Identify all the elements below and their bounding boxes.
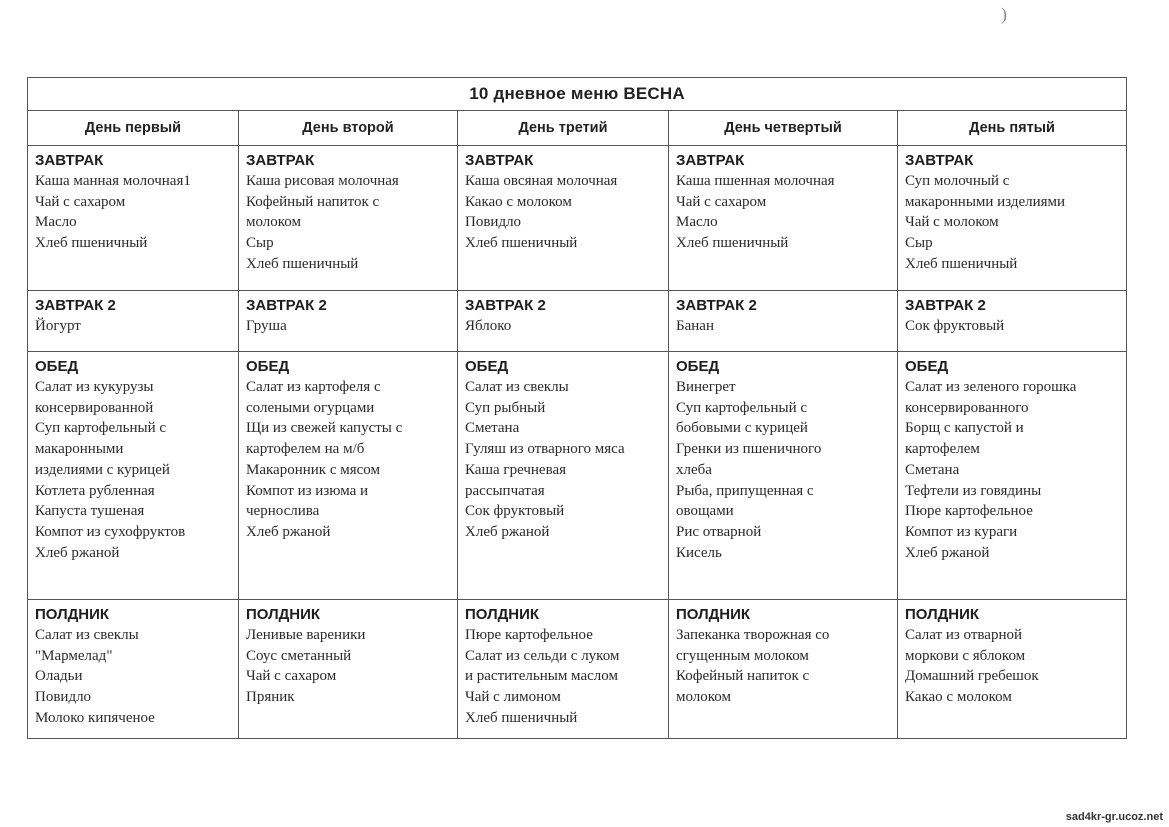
dish-item: Кофейный напиток с: [246, 193, 380, 210]
dish-item: Салат из свеклы: [465, 379, 569, 395]
dish-item: Салат из кукурузы: [35, 379, 154, 395]
dish-item: Щи из свежей капусты с: [246, 420, 403, 437]
dish-item: консервированного: [905, 399, 1029, 416]
meal-name: ЗАВТРАК: [465, 152, 534, 169]
meal-cell: [28, 600, 239, 739]
dish-item: Борщ с капустой и: [905, 420, 1024, 437]
dish-item: Чай с сахаром: [676, 193, 767, 210]
dish-item: Йогурт: [35, 318, 81, 334]
dish-item: Винегрет: [676, 379, 736, 395]
dish-item: хлеба: [676, 461, 712, 478]
dish-item: Пюре картофельное: [465, 627, 593, 643]
dish-item: Салат из зеленого горошка: [905, 379, 1077, 395]
dish-item: Рис отварной: [676, 523, 762, 540]
dish-item: Запеканка творожная со: [676, 627, 830, 643]
dish-item: солеными огурцами: [246, 399, 375, 416]
menu-table: [27, 77, 1127, 739]
dish-item: Оладьи: [35, 668, 83, 685]
dish-item: Компот из изюма и: [246, 482, 369, 499]
dish-item: Сыр: [905, 235, 933, 252]
meal-cell: [669, 146, 898, 291]
meal-name: ЗАВТРАК 2: [35, 297, 116, 314]
dish-item: картофелем: [905, 441, 980, 458]
lunch-row: [28, 352, 1127, 600]
day-header-row: [28, 111, 1127, 146]
dish-item: Кисель: [676, 544, 722, 561]
dish-item: моркови с яблоком: [905, 647, 1026, 664]
dish-item: Хлеб ржаной: [35, 544, 120, 561]
dish-item: Каша пшенная молочная: [676, 173, 835, 189]
day-header: День второй: [239, 111, 458, 146]
dish-item: Хлеб пшеничный: [676, 235, 789, 252]
dish-item: Хлеб ржаной: [905, 544, 990, 561]
dish-item: Салат из свеклы: [35, 627, 139, 643]
dish-item: консервированной: [35, 399, 154, 416]
meal-name: ОБЕД: [465, 358, 509, 375]
breakfast2-row: [28, 291, 1127, 352]
dish-item: Повидло: [465, 214, 522, 231]
dish-item: бобовыми с курицей: [676, 420, 808, 437]
meal-cell: [898, 600, 1127, 739]
dish-item: Соус сметанный: [246, 647, 352, 664]
day-header: День четвертый: [669, 111, 898, 146]
meal-name: ОБЕД: [35, 358, 79, 375]
dish-item: Чай с молоком: [905, 214, 999, 231]
dish-item: Суп рыбный: [465, 399, 546, 416]
dish-item: Сыр: [246, 235, 274, 252]
dish-item: Салат из отварной: [905, 627, 1023, 643]
dish-item: Груша: [246, 318, 287, 334]
dish-item: Масло: [35, 214, 77, 231]
meal-name: ЗАВТРАК 2: [676, 297, 757, 314]
dish-item: Повидло: [35, 689, 92, 706]
dish-item: Банан: [676, 318, 714, 334]
meal-name: ЗАВТРАК 2: [905, 297, 986, 314]
dish-item: Котлета рубленная: [35, 482, 155, 499]
dish-item: Салат из картофеля с: [246, 379, 381, 395]
dish-item: Пряник: [246, 689, 295, 706]
meal-cell: [239, 600, 458, 739]
meal-name: ОБЕД: [905, 358, 949, 375]
dish-item: Сок фруктовый: [465, 503, 565, 520]
dish-item: Суп молочный с: [905, 173, 1010, 189]
meal-cell: [28, 146, 239, 291]
dish-item: Чай с сахаром: [35, 193, 126, 210]
meal-cell: [458, 600, 669, 739]
menu-title: 10 дневное меню ВЕСНА: [28, 78, 1127, 111]
dish-item: чернослива: [246, 503, 320, 520]
meal-name: ОБЕД: [676, 358, 720, 375]
snack-row: [28, 600, 1127, 739]
dish-item: Хлеб пшеничный: [246, 255, 359, 272]
meal-name: ОБЕД: [246, 358, 290, 375]
meal-cell: [28, 352, 239, 600]
meal-name: ЗАВТРАК 2: [465, 297, 546, 314]
dish-item: Масло: [676, 214, 718, 231]
dish-item: макаронными изделиями: [905, 193, 1066, 210]
day-header: День пятый: [898, 111, 1127, 146]
dish-item: Сметана: [905, 461, 960, 478]
dish-item: Суп картофельный с: [676, 399, 808, 416]
dish-item: макаронными: [35, 441, 124, 458]
dish-item: Каша овсяная молочная: [465, 173, 618, 189]
dish-item: Компот из сухофруктов: [35, 523, 186, 540]
meal-name: ЗАВТРАК: [246, 152, 315, 169]
meal-name: ПОЛДНИК: [246, 606, 321, 623]
meal-cell: [239, 146, 458, 291]
meal-name: ПОЛДНИК: [676, 606, 751, 623]
meal-cell: [458, 352, 669, 600]
corner-mark: ): [1001, 4, 1007, 24]
dish-item: Каша манная молочная1: [35, 173, 191, 189]
meal-name: ПОЛДНИК: [35, 606, 110, 623]
dish-item: Капуста тушеная: [35, 503, 145, 520]
dish-item: Ленивые вареники: [246, 627, 366, 643]
dish-item: Гуляш из отварного мяса: [465, 441, 625, 458]
dish-item: овощами: [676, 503, 734, 520]
dish-item: Гренки из пшеничного: [676, 441, 822, 458]
dish-item: Какао с молоком: [465, 193, 572, 210]
dish-item: Хлеб пшеничный: [465, 235, 578, 252]
dish-item: Хлеб ржаной: [465, 523, 550, 540]
day-header: День третий: [458, 111, 669, 146]
dish-item: Суп картофельный с: [35, 420, 167, 437]
dish-item: и растительным маслом: [465, 668, 618, 685]
dish-item: Хлеб ржаной: [246, 523, 331, 540]
meal-cell: [669, 600, 898, 739]
dish-item: Чай с лимоном: [465, 689, 561, 706]
dish-item: Салат из сельди с луком: [465, 647, 620, 664]
dish-item: Сок фруктовый: [905, 318, 1005, 334]
dish-item: Пюре картофельное: [905, 503, 1033, 520]
dish-item: Каша рисовая молочная: [246, 173, 399, 189]
dish-item: Каша гречневая: [465, 461, 567, 478]
dish-item: Домашний гребешок: [905, 668, 1039, 685]
dish-item: Яблоко: [465, 318, 512, 334]
meal-name: ЗАВТРАК: [676, 152, 745, 169]
meal-cell: [898, 352, 1127, 600]
dish-item: изделиями с курицей: [35, 461, 170, 478]
dish-item: Какао с молоком: [905, 689, 1012, 706]
dish-item: Хлеб пшеничный: [465, 709, 578, 726]
meal-name: ПОЛДНИК: [905, 606, 980, 623]
meal-cell: [669, 291, 898, 352]
breakfast-row: [28, 146, 1127, 291]
dish-item: "Мармелад": [35, 647, 113, 664]
dish-item: картофелем на м/б: [246, 441, 365, 458]
dish-item: Тефтели из говядины: [905, 482, 1042, 499]
meal-cell: [458, 146, 669, 291]
dish-item: рассыпчатая: [465, 482, 545, 499]
meal-cell: [898, 146, 1127, 291]
meal-name: ЗАВТРАК: [905, 152, 974, 169]
meal-name: ЗАВТРАК 2: [246, 297, 327, 314]
dish-item: Кофейный напиток с: [676, 668, 810, 685]
dish-item: Рыба, припущенная с: [676, 482, 814, 499]
meal-cell: [669, 352, 898, 600]
dish-item: Компот из кураги: [905, 523, 1018, 540]
day-header: День первый: [28, 111, 239, 146]
meal-cell: [239, 352, 458, 600]
meal-cell: [28, 291, 239, 352]
dish-item: Хлеб пшеничный: [35, 235, 148, 252]
dish-item: сгущенным молоком: [676, 647, 809, 664]
meal-name: ПОЛДНИК: [465, 606, 540, 623]
meal-cell: [898, 291, 1127, 352]
meal-name: ЗАВТРАК: [35, 152, 104, 169]
dish-item: Макаронник с мясом: [246, 461, 380, 478]
meal-cell: [239, 291, 458, 352]
dish-item: молоком: [246, 214, 302, 231]
dish-item: молоком: [676, 689, 732, 706]
dish-item: Сметана: [465, 420, 520, 437]
dish-item: Чай с сахаром: [246, 668, 337, 685]
dish-item: Молоко кипяченое: [35, 709, 155, 726]
site-watermark: sad4kr-gr.ucoz.net: [1065, 811, 1163, 823]
dish-item: Хлеб пшеничный: [905, 255, 1018, 272]
meal-cell: [458, 291, 669, 352]
